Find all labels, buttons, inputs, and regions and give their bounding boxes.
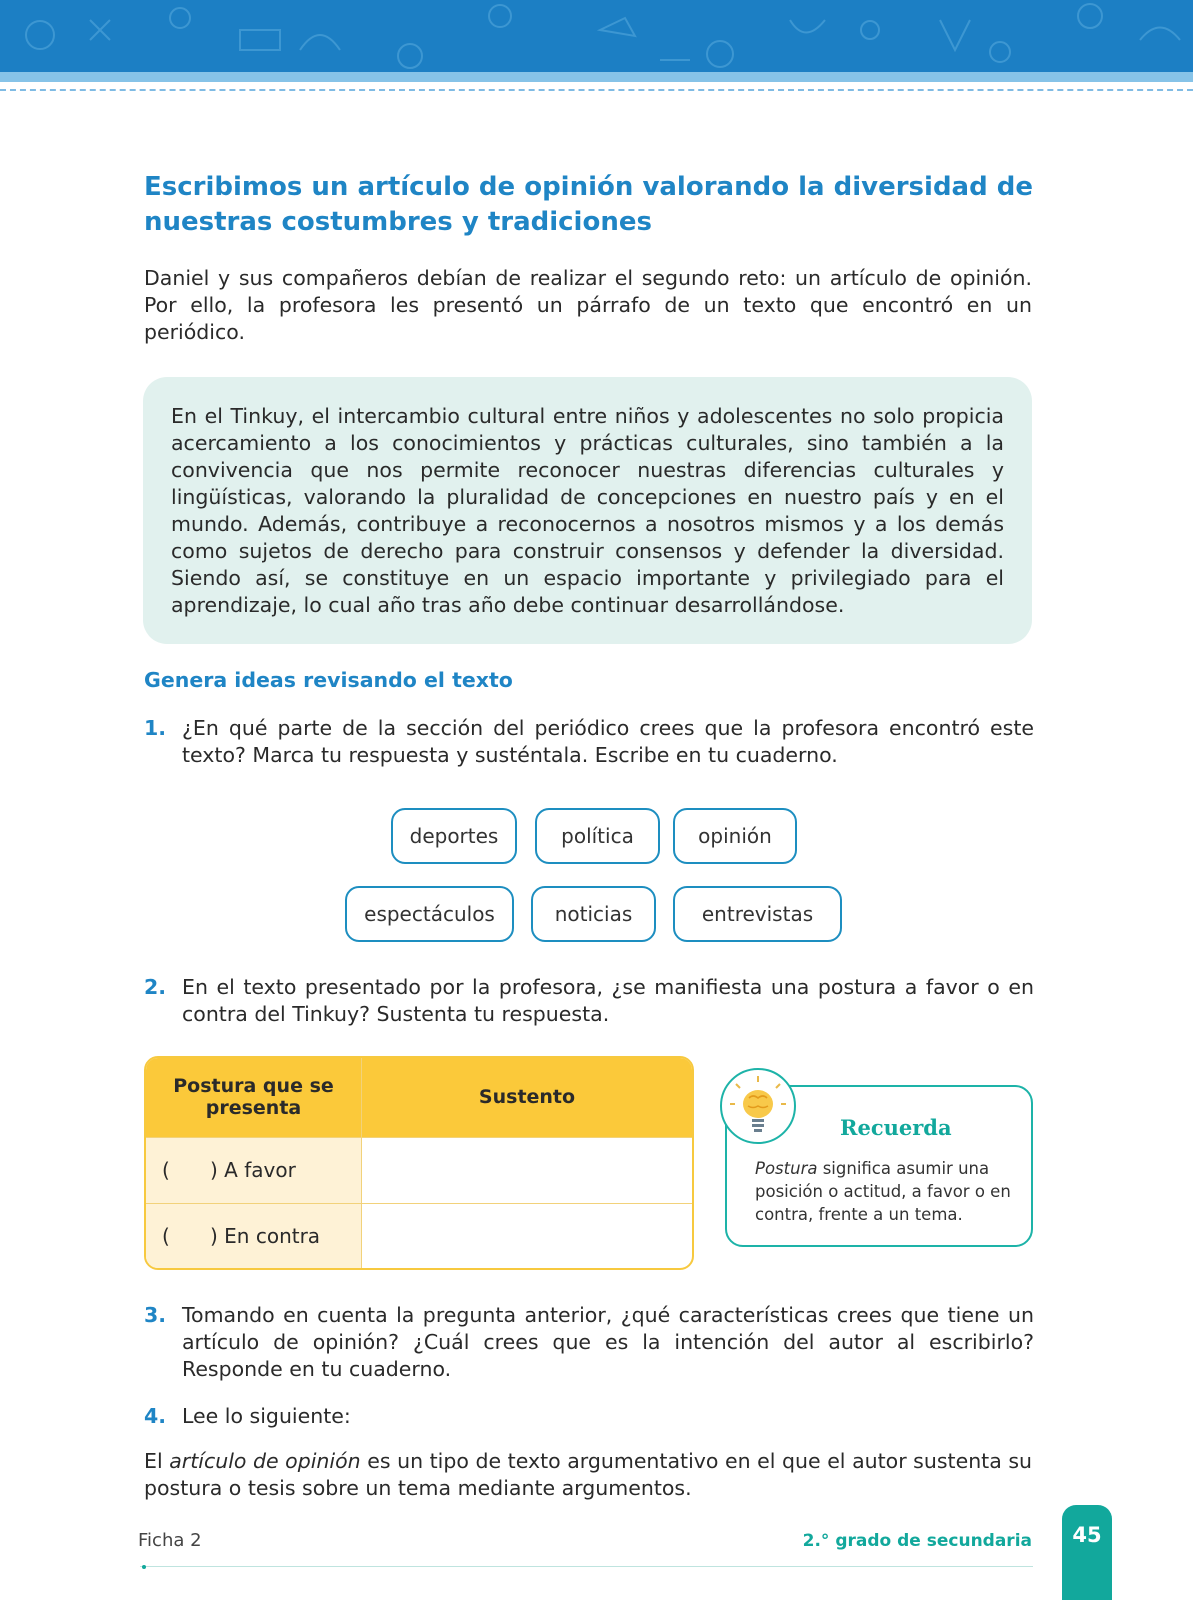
checkbox-paren[interactable]: ( [162, 1223, 170, 1248]
checkbox-paren[interactable]: ( [162, 1158, 170, 1183]
question-number: 2. [144, 975, 167, 999]
quote-text: En el Tinkuy, el intercambio cultural entre niños y adolescentes no solo propicia acercamiento a los conocimientos y prácticas culturales, sino también a la convivencia que nos permite reconocer nuestras diferencias culturales y lingüísticas, valorando la pluralidad de concepciones en nuestro país y en el mundo. Además, contribuye a reconocernos a nosotros mismos y a los demás como sujetos de derecho para construir consensos y defender la diversidad. Siendo así, se constituye en un espacio importante y privilegiado para el aprendizaje, lo cual año tras año debe continuar desarrollándose. [171, 404, 1004, 617]
row-en-contra[interactable] [146, 1203, 362, 1268]
sustento-cell[interactable] [362, 1203, 693, 1268]
dashed-divider [0, 89, 1193, 91]
footer-dot [142, 1565, 146, 1569]
header-banner [0, 0, 1193, 72]
footer-grade: 2.° grado de secundaria [802, 1531, 1032, 1551]
recuerda-definition: significa asumir una posición o actitud, a favor o en contra, frente a un tema. [755, 1159, 1011, 1224]
question-number: 1. [144, 716, 167, 740]
question-text: Lee lo siguiente: [182, 1404, 351, 1428]
page-title: Escribimos un artículo de opinión valorando la diversidad de nuestras costumbres y tradiciones [144, 172, 1034, 237]
option-espectaculos[interactable]: espectáculos [345, 886, 514, 942]
header-postura: Postura que se presenta [146, 1058, 362, 1137]
footer-ficha: Ficha 2 [138, 1530, 202, 1551]
question-1 [144, 715, 1034, 769]
lightbulb-brain-icon [720, 1068, 796, 1144]
intro-paragraph: Daniel y sus compañeros debían de realizar el segundo reto: un artículo de opinión. Por ello, la profesora les presentó un párrafo de un texto que encontró en un periódico. [144, 266, 1032, 344]
definition-paragraph [144, 1448, 1032, 1502]
question-text: Tomando en cuenta la pregunta anterior, ¿qué características crees que tiene un artículo de opinión? ¿Cuál crees que es la intención del autor al escribirlo? Responde en tu cuaderno. [182, 1303, 1034, 1381]
definition-pre: El [144, 1449, 170, 1473]
option-opinion[interactable]: opinión [673, 808, 797, 864]
header-sustento: Sustento [362, 1058, 693, 1137]
page-number-tab [1062, 1505, 1112, 1600]
recuerda-term: Postura [755, 1159, 818, 1178]
definition-term: artículo de opinión [169, 1449, 361, 1473]
question-4 [144, 1403, 1034, 1430]
row-a-favor[interactable] [146, 1137, 362, 1203]
footer-divider [140, 1566, 1033, 1567]
quote-box [143, 377, 1032, 644]
banner-doodle-pattern [0, 0, 1193, 72]
question-number: 4. [144, 1404, 167, 1428]
sustento-cell[interactable] [362, 1137, 693, 1203]
option-noticias[interactable]: noticias [531, 886, 656, 942]
section-subheading: Genera ideas revisando el texto [144, 668, 513, 692]
row-label: ) En contra [210, 1223, 321, 1248]
recuerda-title: Recuerda [840, 1115, 952, 1140]
option-politica[interactable]: política [535, 808, 660, 864]
question-2 [144, 974, 1034, 1028]
recuerda-text [755, 1157, 1017, 1226]
page-number: 45 [1072, 1523, 1102, 1547]
definition-post: es un tipo de texto argumentativo en el que el autor sustenta su postura o tesis sobre un tema mediante argumentos. [144, 1449, 1033, 1500]
row-label: ) A favor [210, 1158, 296, 1183]
banner-stripe [0, 72, 1193, 82]
question-text: En el texto presentado por la profesora, ¿se manifiesta una postura a favor o en contra del Tinkuy? Sustenta tu respuesta. [182, 975, 1034, 1026]
question-number: 3. [144, 1303, 167, 1327]
postura-table [144, 1056, 694, 1270]
option-entrevistas[interactable]: entrevistas [673, 886, 842, 942]
question-text: ¿En qué parte de la sección del periódico crees que la profesora encontró este texto? Marca tu respuesta y susténtala. Escribe en tu cuaderno. [182, 716, 1034, 767]
option-deportes[interactable]: deportes [391, 808, 517, 864]
question-3 [144, 1302, 1034, 1383]
